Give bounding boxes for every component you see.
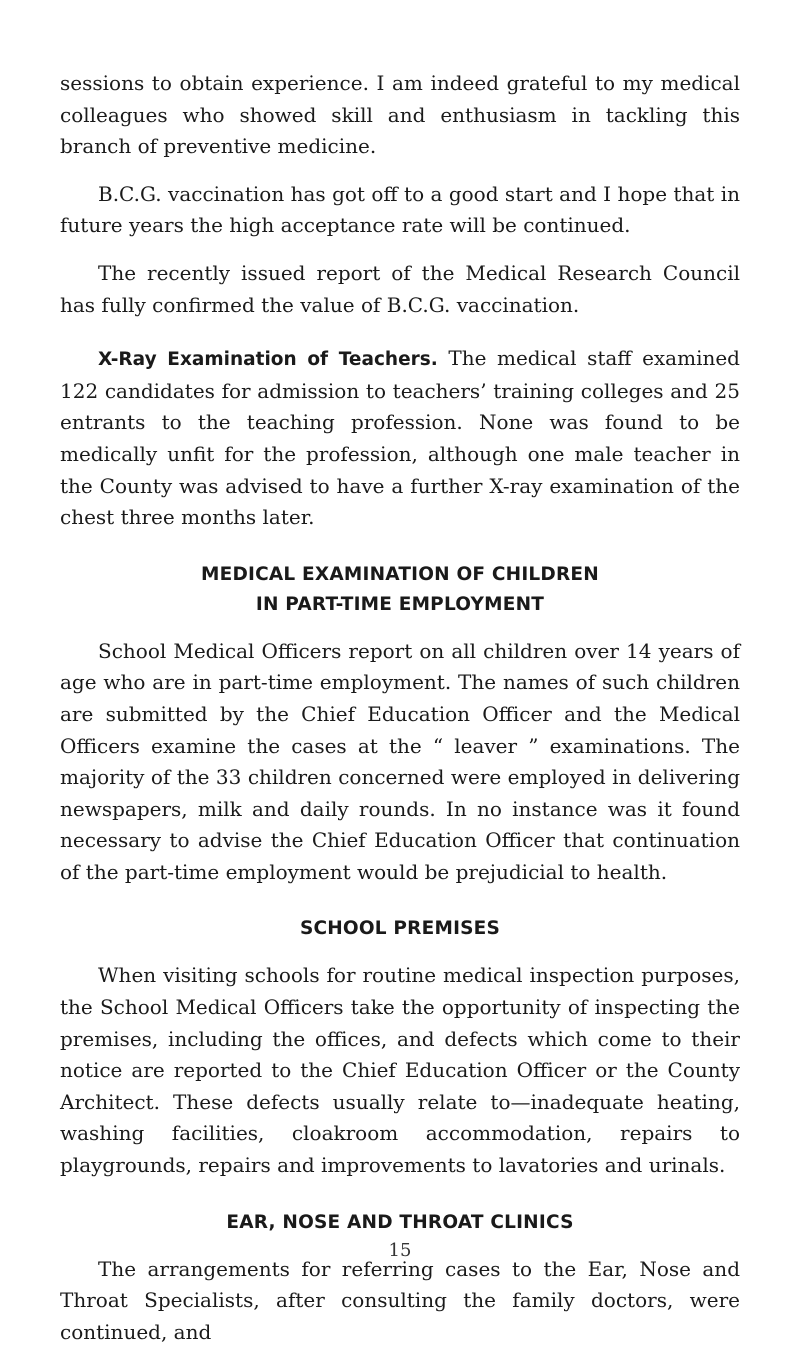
paragraph-school-premises: When visiting schools for routine medical inspection purposes, the School Medical Officers take the opportunity of inspecting the premises, including the offices, and defects which come to their notice are reported to the Chief Education Officer or the County Architect. These defects usually relate to—inadequate heating, washing facilities, cloakroom accommodation, repairs to playgrounds, repairs and improvements to lavatories and urinals. [60, 963, 740, 1178]
page-number: 15 [388, 1240, 412, 1261]
paragraph-xray-teachers [60, 343, 740, 534]
heading-medical-exam-line1: MEDICAL EXAMINATION OF CHILDREN [201, 563, 599, 585]
paragraph-ent-clinics: The arrangements for referring cases to the Ear, Nose and Throat Specialists, after consulting the family doctors, were continued, and [60, 1256, 740, 1344]
heading-ent-clinics: EAR, NOSE AND THROAT CLINICS [226, 1211, 574, 1233]
xray-paragraph-text: The medical staff examined 122 candidates for admission to teachers’ training colleges and 25 entrants to the teaching profession. None was found to be medically unfit for the profession, although one male teacher in the County was advised to have a further X-ray examination of the chest three months later. [60, 346, 740, 530]
paragraph-bcg-vaccination: B.C.G. vaccination has got off to a good start and I hope that in future years the high acceptance rate will be continued. [60, 181, 740, 238]
heading-medical-exam-line2: IN PART-TIME EMPLOYMENT [255, 593, 545, 615]
paragraph-mrc-report: The recently issued report of the Medical Research Council has fully confirmed the value of B.C.G. vaccination. [60, 260, 740, 317]
paragraph-bcg-experience: sessions to obtain experience. I am indeed grateful to my medical colleagues who showed skill and enthusiasm in tackling this branch of preventive medicine. [60, 71, 740, 159]
document-page [60, 68, 740, 1348]
xray-run-in-heading: X-Ray Examination of Teachers. [98, 349, 438, 371]
heading-school-premises: SCHOOL PREMISES [299, 918, 501, 940]
paragraph-medical-exam: School Medical Officers report on all children over 14 years of age who are in part-time employment. The names of such children are submitted by the Chief Education Officer and the Medical Officers examine the cases at the “ leaver ” examinations. The majority of the 33 children concerned were employed in delivering newspapers, milk and daily rounds. In no instance was it found necessary to advise the Chief Education Officer that continuation of the part-time employment would be prejudicial to health. [60, 638, 740, 884]
